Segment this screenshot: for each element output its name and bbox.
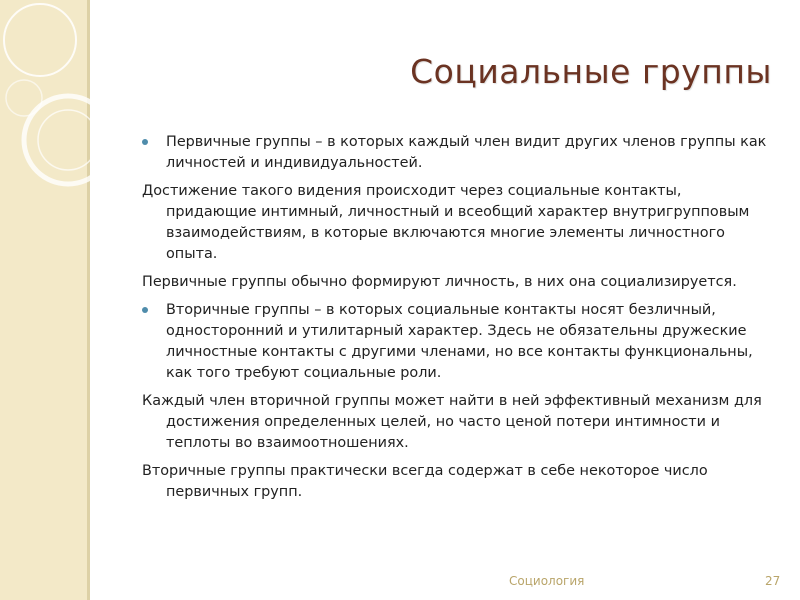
decorative-circles [0,0,140,260]
slide-title: Социальные группы [410,52,772,91]
paragraph: Каждый член вторичной группы может найти в ней эффективный механизм для достижения определенных целей, но часто ценой потери интимности и теплоты во взаимоотношениях. [142,393,762,451]
bullet-item [142,300,770,384]
decor-circle-top [4,4,76,76]
bullet-dot-icon [142,307,148,313]
decor-circle-small [6,80,42,116]
footer-subject: Социология [509,574,585,588]
paragraph: Вторичные группы практически всегда содержат в себе некоторое число первичных групп. [142,463,708,500]
decor-circle-bottom-inner [38,110,98,170]
paragraph: Первичные группы обычно формируют личность, в них она социализируется. [142,274,737,290]
bullet-dot-icon [142,139,148,145]
slide-content [142,132,770,510]
bullet-text: Первичные группы – в которых каждый член видит других членов группы как личностей и индивидуальностей. [166,134,767,171]
bullet-text: Вторичные группы – в которых социальные контакты носят безличный, односторонний и утилитарный характер. Здесь не обязательны дружеские личностные контакты с другими членами, но все контакты функциональны, как того требуют социальные роли. [166,302,753,381]
footer-page-number: 27 [765,574,781,588]
paragraph: Достижение такого видения происходит через социальные контакты, придающие интимный, личностный и всеобщий характер внутригрупповым взаимодействиям, в которые включаются многие элементы личностного опыта. [142,183,750,262]
bullet-item [142,132,770,174]
